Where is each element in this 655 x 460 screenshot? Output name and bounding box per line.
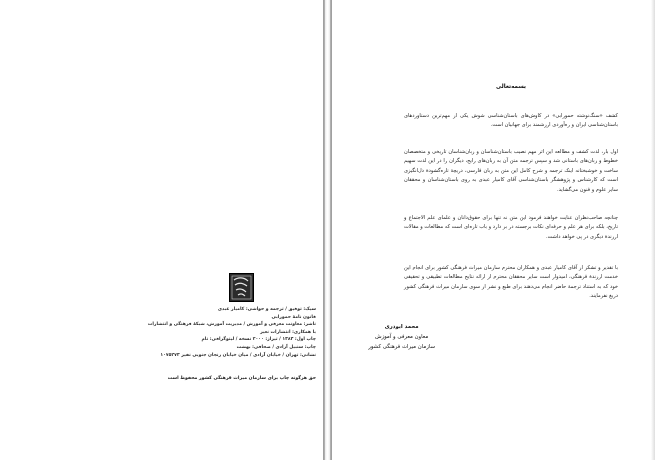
colophon-line: نشانی: تهران / خیابان آزادی / میان خیابان زنجان جنوبی نفیر ۱۰۷۵۲۷۳ [160, 352, 316, 358]
publisher-logo-icon [229, 273, 254, 302]
left-page [0, 0, 323, 460]
colophon-line: چاپ: سنبیل آزادی / صحافی: بهشت [236, 344, 316, 350]
foreword-paragraph: کشف «سنگ‌نوشته حمورابی» در کاوش‌های باستان‌شناسی شوش یکی از مهم‌ترین دستاوردهای باستان‌شناسی ایران و ره‌آوردی ارزشمند برای جهانیان است. [404, 113, 618, 129]
foreword-paragraph: با تقدیر و تشکر از آقای کامیار عبدی و همکاران محترم سازمان میراث فرهنگی کشور برای انجام این خدمت ارزندهٔ فرهنگی، امیدوار است سایر محققان محترم از ارائه نتایج مطالعات تطبیقی و تحقیقی خود که به استناد ترجمهٔ حاضر انجام می‌دهند برای طبع و نشر از سوی سازمان میراث فرهنگی کشور دریغ نفرمایند. [404, 265, 618, 300]
foreword-paragraph: اول بار، لذت کشف و مطالعه این اثر مهم نصیب باستان‌شناسان و زبان‌شناسان تاریخی و متخصصان خطوط و زبان‌های باستانی شد و سپس ترجمه متن آن به زبان‌های رایج، دیگران را در این لذت سهیم ساخت و خوشبختانه اینک ترجمه و شرح کامل این متن به زبان فارسی، دریچهٔ تازه‌گشودهٔ دل‌انگیزی است که کارشناس و پژوهشگر باستان‌شناسی آقای کامیار عبدی به روی باستان‌شناسان و محققان سایر علوم و فنون می‌گشاید. [404, 149, 618, 193]
basmala-heading: بسمه‌تعالی [495, 84, 527, 90]
colophon-line: قانون نامهٔ حمورابی [271, 314, 316, 320]
foreword-paragraph: چنانچه صاحب‌نظران عنایت خواهند فرمود این متن نه تنها برای حقوق‌دانان و علمای علم الاجتماع و تاریخ، بلکه برای هر علم و حرفه‌ای نکات برجسته در بر دارد و باب تازه‌ای است که مطالعات و مقالات ارزندهٔ دیگری در پی خواهد داشت. [404, 215, 618, 240]
signatory-title: معاون معرفی و آموزش [374, 334, 429, 340]
colophon-line: با همکاری: انتشارات نعیر [260, 329, 316, 335]
signature-block [368, 324, 435, 350]
colophon-line: ناشر: معاونت معرفی و آموزش / مدیریت آموزش، شبکهٔ فرهنگی و انتشارات [147, 322, 316, 328]
signatory-name: محمد ابوذری [384, 324, 419, 330]
copyright-notice: حق هرگونه چاپ برای سازمان میراث فرهنگی کشور محفوظ است [167, 376, 316, 381]
page-edge [651, 0, 655, 460]
colophon [147, 306, 316, 359]
signatory-organization: سازمان میراث فرهنگی کشور [368, 344, 435, 350]
colophon-line: سیک: توفیق / ترجمه و حواشی: کامیار عبدی [217, 307, 316, 312]
colophon-line: چاپ اول: ۱۳۸۳ / تیراژ: ۲۰۰۰ نسخه / لیتوگرافی: تام [201, 337, 316, 343]
book-gutter [323, 0, 332, 460]
